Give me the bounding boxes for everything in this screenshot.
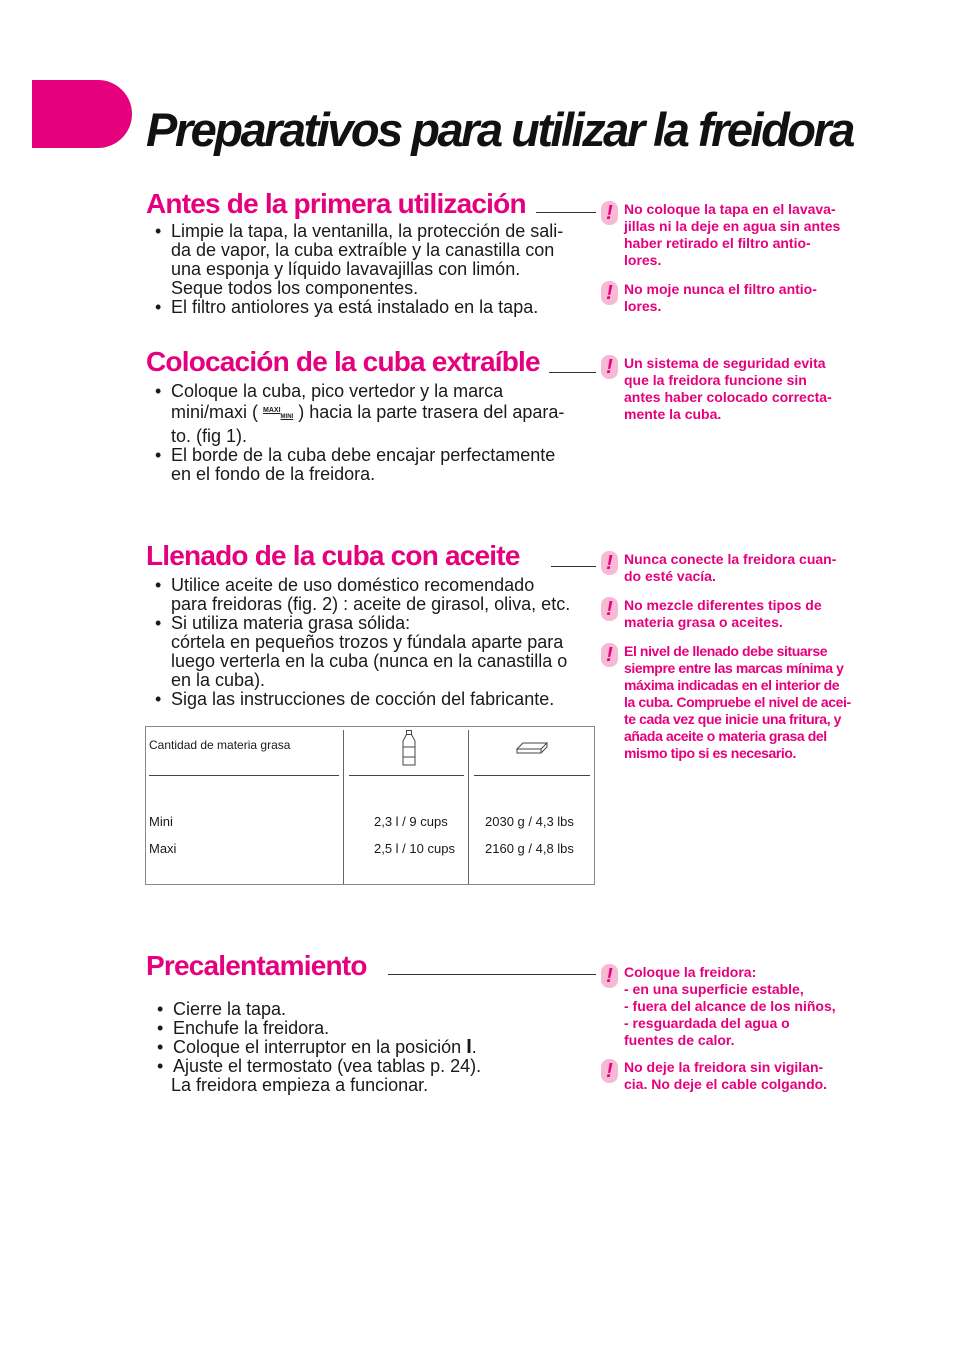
warning-icon (601, 281, 618, 305)
list-item: • El borde de la cuba debe encajar perfectamente en el fondo de la freidora. (155, 446, 564, 484)
warning-note: ! Coloque la freidora: - en una superficie estable, - fuera del alcance de los niños, - resguardada del agua o fuentes de calor. (601, 964, 871, 1049)
warning-note: ! El nivel de llenado debe situarse siempre entre las marcas mínima y máxima indicadas en el interior de la cuba. Compruebe el nivel de acei- te cada vez que inicie una fritura, y añada aceite o materia grasa del mismo tipo si es necesario. (601, 643, 871, 762)
section-heading-colocacion: Colocación de la cuba extraíble (146, 346, 540, 377)
table-divider (468, 730, 469, 884)
table-header: Cantidad de materia grasa (149, 738, 291, 752)
warning-icon (601, 355, 618, 379)
section-heading-precalentamiento: Precalentamiento (146, 950, 367, 981)
llenado-list (155, 576, 570, 709)
warning-note: ! No moje nunca el filtro antio- lores. (601, 281, 871, 315)
list-item: • Coloque el interruptor en la posición I. (157, 1038, 481, 1057)
cell-oil-maxi: 2,5 l / 10 cups (374, 841, 455, 856)
warning-icon (601, 551, 618, 575)
list-item: • Enchufe la freidora. (157, 1019, 481, 1038)
warning-note: ! Nunca conecte la freidora cuan- do esté vacía. (601, 551, 871, 585)
table-rule (474, 775, 590, 776)
warning-note: ! No coloque la tapa en el lavava- jillas ni la deje en agua sin antes haber retirado el filtro antio- lores. (601, 201, 871, 269)
cell-fat-mini: 2030 g / 4,3 lbs (485, 814, 574, 829)
cell-fat-maxi: 2160 g / 4,8 lbs (485, 841, 574, 856)
table-rule (149, 775, 339, 776)
warning-icon (601, 1059, 618, 1083)
fat-quantity-table (145, 726, 595, 885)
list-item: • Cierre la tapa. (157, 1000, 481, 1019)
oil-bottle-icon (401, 730, 417, 766)
list-item: • Siga las instrucciones de cocción del fabricante. (155, 690, 570, 709)
warning-note: ! No deje la freidora sin vigilan- cia. No deje el cable colgando. (601, 1059, 871, 1093)
cell-oil-mini: 2,3 l / 9 cups (374, 814, 448, 829)
warning-icon (601, 964, 618, 988)
row-label-maxi: Maxi (149, 841, 177, 856)
list-item: • El filtro antiolores ya está instalado en la tapa. (155, 298, 563, 317)
maxi-mark-icon: MAXI (263, 407, 281, 414)
mini-mark-icon: MINI (280, 414, 294, 420)
list-item: • Coloque la cuba, pico vertedor y la marca mini/maxi ( MAXIMINI ) hacia la parte trasera del apara- to. (fig 1). (155, 382, 564, 446)
warning-icon (601, 201, 618, 225)
list-item: • Si utiliza materia grasa sólida: córtela en pequeños trozos y fúndala aparte para luego verterla en la cuba (nunca en la canastilla o en la cuba). (155, 614, 570, 690)
fat-block-icon (516, 741, 548, 755)
warning-note: ! No mezcle diferentes tipos de materia grasa o aceites. (601, 597, 871, 631)
heading-rule (551, 566, 596, 567)
section-tab-marker (32, 80, 132, 148)
heading-rule (549, 372, 596, 373)
warning-icon (601, 597, 618, 621)
page-title: Preparativos para utilizar la freidora (146, 103, 853, 156)
antes-list (155, 222, 563, 317)
colocacion-list (155, 382, 564, 484)
heading-rule (388, 974, 596, 975)
table-divider (343, 730, 344, 884)
table-rule (349, 775, 464, 776)
list-item: • Limpie la tapa, la ventanilla, la protección de sali- da de vapor, la cuba extraíble y la canastilla con una esponja y líquido lavavajillas con limón. Seque todos los componentes. (155, 222, 563, 298)
warning-note: ! Un sistema de seguridad evita que la freidora funcione sin antes haber colocado correcta- mente la cuba. (601, 355, 871, 423)
heading-rule (536, 212, 596, 213)
precalentamiento-list (157, 1000, 481, 1095)
warning-icon (601, 643, 618, 667)
list-item: • Utilice aceite de uso doméstico recomendado para freidoras (fig. 2) : aceite de girasol, oliva, etc. (155, 576, 570, 614)
list-item: • Ajuste el termostato (vea tablas p. 24). La freidora empieza a funcionar. (157, 1057, 481, 1095)
section-heading-llenado: Llenado de la cuba con aceite (146, 540, 520, 571)
section-heading-antes: Antes de la primera utilización (146, 188, 526, 219)
row-label-mini: Mini (149, 814, 173, 829)
position-i-symbol: I (466, 1036, 472, 1058)
